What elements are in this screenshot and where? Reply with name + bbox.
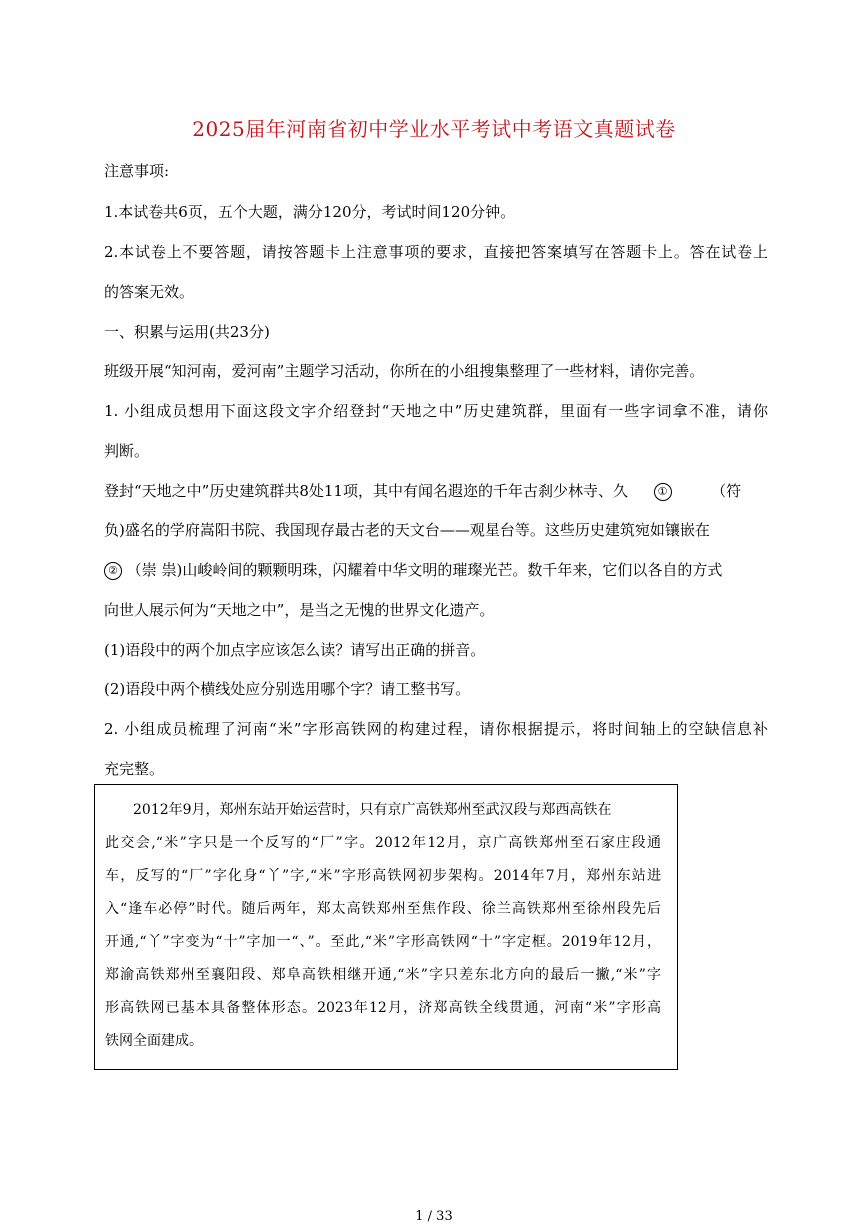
notice-item-1: 1.本试卷共6页，五个大题，满分120分，考试时间120分钟。 [104,203,516,221]
intro-text: 班级开展“知河南，爱河南”主题学习活动，你所在的小组搜集整理了一些材料，请你完善。 [104,362,705,380]
page-title: 2025届年河南省初中学业水平考试中考语文真题试卷 [192,117,676,141]
material-line: 形高铁网已基本具备整体形态。2023年12月，济郑高铁全线贯通，河南“米”字形高 [105,1000,661,1016]
question-1-sub-2: (2)语段中两个横线处应分别选用哪个字？请工整书写。 [104,680,471,698]
blank-marker-2: ② [104,562,122,580]
material-line: 铁网全面建成。 [105,1033,203,1049]
section-heading: 一、积累与运用(共23分) [104,323,270,341]
page-number: 1 / 33 [415,1209,453,1224]
question-1-sub-1: (1)语段中的两个加点字应该怎么读？请写出正确的拼音。 [104,641,486,659]
material-line: 车，反写的“厂”字化身“丫”字,“米”字形高铁网初步架构。2014年7月，郑州东站进 [105,868,661,884]
passage-line-1-text: 登封“天地之中”历史建筑群共8处11项，其中有闻名遐迩的千年古刹少林寺、久 [104,482,628,500]
question-1-line-2: 判断。 [104,442,150,460]
passage-line-3 [104,560,768,580]
question-1-line-1: 1. 小组成员想用下面这段文字介绍登封“天地之中”历史建筑群，里面有一些字词拿不准，请你 [104,402,768,420]
passage-line-1-option: （符 [711,482,742,500]
question-2-line-2: 充完整。 [104,760,165,778]
material-line: 此交会,“米”字只是一个反写的“厂”字。2012年12月，京广高铁郑州至石家庄段通 [105,835,661,851]
material-line: 郑渝高铁郑州至襄阳段、郑阜高铁相继开通,“米”字只差东北方向的最后一撇,“米”字 [105,967,661,983]
notice-item-2-line-1: 2.本试卷上不要答题，请按答题卡上注意事项的要求，直接把答案填写在答题卡上。答在试卷上 [104,243,768,261]
material-line: 开通,“丫”字变为“十”字加一“、”。至此,“米”字形高铁网“十”字定框。2019年12月， [105,934,661,950]
notice-heading: 注意事项: [104,162,170,180]
notice-item-2-line-2: 的答案无效。 [104,283,195,301]
material-line: 2012年9月，郑州东站开始运营时，只有京广高铁郑州至武汉段与郑西高铁在 [133,802,612,818]
passage-line-2: 负)盛名的学府嵩阳书院、我国现存最古老的天文台——观星台等。这些历史建筑宛如镶嵌在 [104,521,710,539]
passage-line-4: 向世人展示何为“天地之中”，是当之无愧的世界文化遗产。 [104,601,495,619]
question-2-line-1: 2. 小组成员梳理了河南“米”字形高铁网的构建过程，请你根据提示，将时间轴上的空缺信息补 [104,720,768,738]
blank-marker-1: ① [654,483,672,501]
material-line: 入“逢车必停”时代。随后两年，郑太高铁郑州至焦作段、徐兰高铁郑州至徐州段先后 [105,901,661,917]
material-box [94,784,678,1070]
passage-line-1 [104,481,768,501]
passage-line-3-text: （崇 祟)山峻岭间的颗颗明珠，闪耀着中华文明的璀璨光芒。数千年来，它们以各自的方式 [126,561,723,579]
